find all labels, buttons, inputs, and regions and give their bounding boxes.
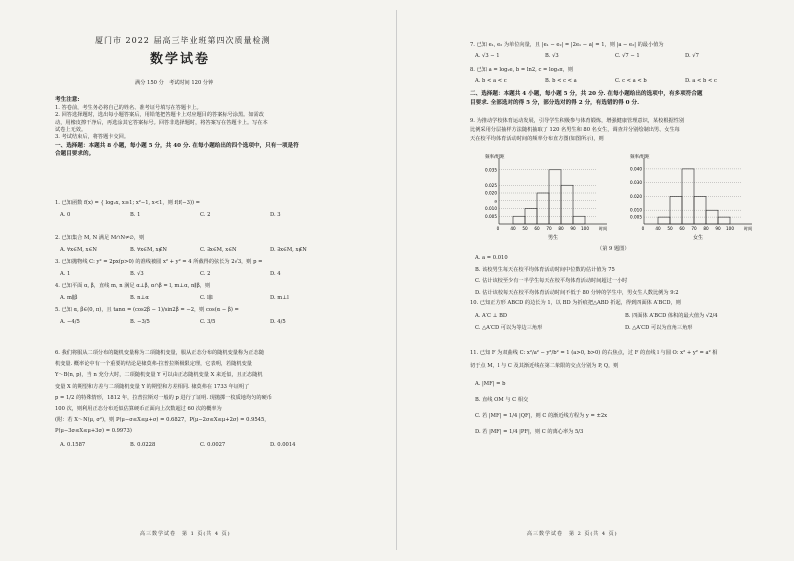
y-tick-label: 0.010 <box>485 206 497 211</box>
chart-title: 男生 <box>547 235 559 241</box>
option: B. √3 <box>545 53 559 59</box>
note-line: 动，用橡皮擦干净后，再选涂其它答案标号。回答非选择题时，将答案写在答题卡上。写在本 <box>55 119 268 126</box>
y-tick-label: 0.040 <box>630 166 642 172</box>
option: D. 若 |MF| = 1/4 |PF|，则 C 的离心率为 5/3 <box>475 429 584 435</box>
figure-caption: （第 9 题图） <box>597 246 630 252</box>
exam-title: 厦门市 2022 届高三毕业班第四次质量检测 <box>95 36 271 45</box>
note-line: 3. 考试结束后，将答题卡交回。 <box>55 134 130 141</box>
note-line: 试卷上无效。 <box>55 126 87 133</box>
q6-line: p = 1/2 的特殊情形，1812 年，拉普拉斯对一般的 p 进行了证明. 现抛掷一枚质地均匀的硬币 <box>55 394 272 401</box>
right-page <box>397 0 794 561</box>
option: A. |MF| = b <box>475 381 506 387</box>
q6-line: 100 次，则利用正态分布近似估算硬币正面向上次数超过 60 次的概率为 <box>55 406 222 412</box>
x-tick-label: 50 <box>522 226 528 231</box>
option: C. 3/5 <box>200 319 216 325</box>
x-tick-label: 70 <box>691 226 697 231</box>
option: D. 估计该校每天在校平均体育活动时间不低于 80 分钟的学生中，男女生人数比例为 9:2 <box>475 289 679 296</box>
option: A. a = 0.010 <box>475 255 508 261</box>
y-tick-label: 0.035 <box>485 167 497 173</box>
question-stem: 10. 已知正方形 ABCD 的边长为 1，以 BD 为折痕把△ABD 折起，得到四面体 A′BCD，则 <box>470 300 681 306</box>
x-tick-label: 时间 <box>743 226 753 231</box>
histogram-bar <box>549 170 561 224</box>
option: C. 0.0027 <box>200 442 226 448</box>
question-stem: 3. 已知抛物线 C: y² = 2px(p>0) 的准线被圆 x² + y² = 4 所截得的弦长为 2√3，则 p = <box>55 259 263 265</box>
option: B. −3/5 <box>130 319 150 325</box>
option: D. 4/5 <box>270 319 286 325</box>
y-tick-label: 0.020 <box>485 190 497 196</box>
q11-line: 11. 已知 F 为双曲线 C: x²/a² − y²/b² = 1 (a>0, b>0) 的右焦点，过 F 的直线 l 与圆 O: x² + y² = a² 相 <box>470 350 718 356</box>
option: C. 2 <box>200 271 211 277</box>
score-time: 满分 150 分 考试时间 120 分钟 <box>135 80 214 86</box>
question-stem: 8. 已知 a = log₂e, b = ln2, c = log₃π，则 <box>470 67 573 73</box>
notes-title: 考生注意: <box>55 97 80 103</box>
option: A. 0 <box>60 212 71 218</box>
x-tick-label: 90 <box>570 226 576 231</box>
question-stem: 2. 已知集合 M, N 满足 M∩N≠∅，则 <box>55 235 145 241</box>
y-axis-label: 频率/组距 <box>630 155 650 160</box>
option: C. ∃x∈M, x∈N <box>200 247 237 253</box>
x-tick-label: 70 <box>546 226 552 231</box>
histogram-bar <box>658 217 670 224</box>
option: C. 估计该校至少有一半学生每天在校平均体育活动时间超过一小时 <box>475 278 628 284</box>
option: A. m∥β <box>60 295 78 301</box>
footer-right: 高三数学试卷 第 2 页(共 4 页) <box>527 531 618 537</box>
option: B. ∀x∈M, x∉N <box>130 247 167 253</box>
option: B. 0.0228 <box>130 442 156 448</box>
option: A. √3 − 1 <box>475 53 500 59</box>
x-tick-label: 50 <box>667 226 673 231</box>
option: A. b < a < c <box>475 78 507 84</box>
option: B. 直线 OM 与 C 相交 <box>475 397 529 403</box>
q6-line: 变量 X 的期望和方差与二项随机变量 Y 的期望和方差相同. 棣莫弗在 1733 年证明了 <box>55 383 250 390</box>
histogram-bar <box>561 185 573 224</box>
section2-title-cont: 目要求. 全部选对的得 5 分，部分选对的得 2 分，有选错的得 0 分. <box>470 100 640 106</box>
q6-line: P(μ−3σ≤X≤μ+3σ) = 0.9973) <box>55 428 132 435</box>
question-stem: 4. 已知平面 α, β，直线 m, n 满足 α⊥β, α∩β = l, m⊥α, n∥β，则 <box>55 283 211 289</box>
x-tick-label: 40 <box>655 226 661 231</box>
x-tick-label: 60 <box>679 226 685 231</box>
x-tick-label: 80 <box>703 226 709 231</box>
histogram-female <box>622 152 762 244</box>
option: C. √7 − 1 <box>615 53 640 59</box>
option: D. 4 <box>270 271 281 277</box>
x-tick-label: 100 <box>726 226 734 231</box>
option: D. √7 <box>685 53 699 59</box>
section1-title-cont: 合题目要求的。 <box>55 151 95 157</box>
x-tick-label: 90 <box>715 226 721 231</box>
option: A. 0.1587 <box>60 442 86 448</box>
q11-line: 切于点 M，l 与 C 及其渐近线在第二象限的交点分别为 P, Q，则 <box>470 363 619 369</box>
footer-left: 高三数学试卷 第 1 页(共 4 页) <box>140 531 231 537</box>
x-tick-label: 0 <box>641 226 645 231</box>
x-tick-label: 0 <box>496 226 500 231</box>
x-tick-label: 100 <box>581 226 589 231</box>
x-tick-label: 60 <box>534 226 540 231</box>
option: A. ∀x∈M, x∈N <box>60 247 97 253</box>
option: B. 该校男生每天在校平均体育活动时间中位数的估计值为 75 <box>475 266 615 273</box>
histogram-bar <box>513 216 525 224</box>
option: C. 若 |MF| = 1/4 |QF|，则 C 的渐近线方程为 y = ±2x <box>475 413 608 419</box>
q9-line: 比例采用分层抽样方法随机抽取了 120 名男生和 80 名女生，调查并分别绘制出男、女生每 <box>470 127 680 133</box>
q9-line: 9. 为推动学校体育运动发展，引导学生积极参与体育锻炼，增强健康管理意识，某校根据性别 <box>470 118 685 124</box>
option: B. b < c < a <box>545 78 577 84</box>
q6-line: 机变量. 概率论中有一个重要的结论是棣莫弗-拉普拉斯极限定理，它表明，若随机变量 <box>55 361 252 368</box>
y-tick-label: 0.010 <box>630 207 642 213</box>
option: B. √3 <box>130 271 144 277</box>
option: C. 2 <box>200 212 211 218</box>
option: D. ∃x∈M, x∉N <box>270 247 307 253</box>
x-tick-label: 80 <box>558 226 564 231</box>
option: D. a < b < c <box>685 78 717 84</box>
note-line: 1. 答卷前，考生务必将自己的姓名、准考证号填写在答题卡上。 <box>55 105 202 111</box>
q6-line: (附：若 X～N(μ, σ²)，则 P(μ−σ≤X≤μ+σ) = 0.6827，P(μ−2σ≤X≤μ+2σ) = 0.9545， <box>55 417 270 424</box>
option: D. △A′CD 可以为直角三角形 <box>625 325 693 331</box>
q6-line: 6. 我们将服从二项分布的随机变量称为二项随机变量，服从正态分布的随机变量称为正态随 <box>55 350 264 356</box>
option: A. 1 <box>60 271 71 277</box>
option: B. 1 <box>130 212 141 218</box>
option: C. l∥l <box>200 295 213 301</box>
option: B. 四面体 A′BCD 体积的最大值为 √2/4 <box>625 313 718 319</box>
note-line: 2. 回答选择题时，选出每小题答案后，用铅笔把答题卡上对应题目的答案标号涂黑。如需改 <box>55 112 264 119</box>
y-tick-label: 0.025 <box>485 182 497 188</box>
subject-title: 数学试卷 <box>150 52 211 67</box>
section2-title: 二、选择题：本题共 4 小题，每小题 5 分，共 20 分. 在每小题给出的选项中，有多项符合题 <box>470 91 703 97</box>
chart-title: 女生 <box>692 235 704 241</box>
histogram-male <box>477 152 617 244</box>
option: D. m⊥l <box>270 295 289 301</box>
question-stem: 7. 已知 e₁, e₂ 为单位向量，且 |e₁ − e₂| = |2e₁ − a| = 1，则 |a − e₂| 的最小值为 <box>470 42 664 48</box>
question-stem: 1. 已知函数 f(x) = { log₂x, x≥1; x²−1, x<1，则 f(f(−3)) = <box>55 200 200 206</box>
section1-title: 一、选择题：本题共 8 小题，每小题 5 分，共 40 分. 在每小题给出的四个选项中，只有一项是符 <box>55 143 299 149</box>
option: D. 3 <box>270 212 281 218</box>
option: C. △A′CD 可以为等边三角形 <box>475 325 543 331</box>
y-axis-label: 频率/组距 <box>485 155 505 160</box>
option: D. 0.0014 <box>270 442 296 448</box>
option: C. c < a < b <box>615 78 647 84</box>
x-tick-label: 40 <box>510 226 516 231</box>
x-tick-label: 时间 <box>598 226 608 231</box>
y-tick-label: 0.030 <box>630 180 642 186</box>
option: A. A′C ⊥ BD <box>475 313 508 319</box>
y-tick-label: 0.005 <box>630 214 642 220</box>
question-stem: 5. 已知 α, β∈(0, π)，且 tanα = (cos2β − 1)/sin2β = −2，则 cos(α − β) = <box>55 307 239 313</box>
y-tick-label: 0.020 <box>630 193 642 199</box>
option: A. −4/5 <box>60 319 80 325</box>
y-tick-label: a <box>494 198 497 204</box>
q9-line: 天在校平均体育活动时间的频率分布直方图(如图所示)，则 <box>470 136 604 142</box>
histogram-bar <box>573 216 585 224</box>
option: B. n⊥α <box>130 295 149 301</box>
y-tick-label: 0.005 <box>485 213 497 219</box>
q6-line: Y～B(n, p)，当 n 充分大时，二项随机变量 Y 可以由正态随机变量 X 来近似，且正态随机 <box>55 372 263 379</box>
histogram-bar <box>718 217 730 224</box>
